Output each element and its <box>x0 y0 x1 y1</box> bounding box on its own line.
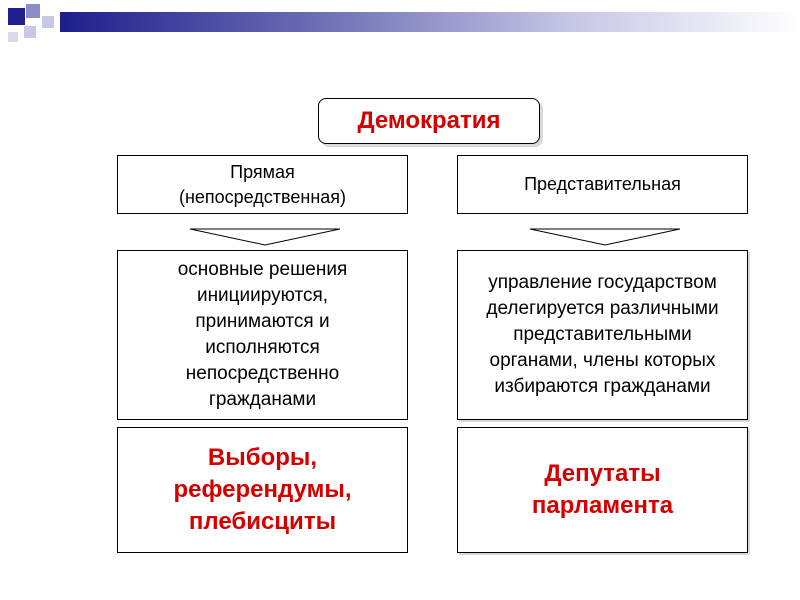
direct-democracy-heading: Прямая (непосредственная) <box>178 161 347 207</box>
diagram-title-box <box>318 98 540 144</box>
direct-democracy-examples: Выборы, референдумы, плебисциты <box>173 444 352 535</box>
down-arrow-left-icon <box>190 228 340 246</box>
header-square-dark <box>8 8 25 25</box>
header-square-faint <box>8 32 18 42</box>
representative-democracy-heading: Представительная <box>524 174 681 194</box>
header-square-light-lower <box>24 26 36 38</box>
direct-democracy-description-box <box>117 250 408 420</box>
header-gradient-bar <box>60 12 800 32</box>
direct-democracy-examples-box <box>117 427 408 553</box>
header-square-light <box>42 16 54 28</box>
representative-democracy-examples: Депутаты парламента <box>531 460 674 519</box>
diagram-title: Демократия <box>357 107 501 134</box>
header-square-medium <box>26 4 40 18</box>
direct-democracy-description: основные решения инициируются, принимаются и исполняются непосредственно гражданами <box>177 259 348 410</box>
representative-democracy-description-box <box>457 250 748 420</box>
representative-democracy-examples-box <box>457 427 748 553</box>
down-arrow-right-icon <box>530 228 680 246</box>
representative-democracy-box <box>457 155 748 214</box>
direct-democracy-box <box>117 155 408 214</box>
representative-democracy-description: управление государством делегируется различными представительными органами, члены которых избираются гражданами <box>486 272 719 397</box>
